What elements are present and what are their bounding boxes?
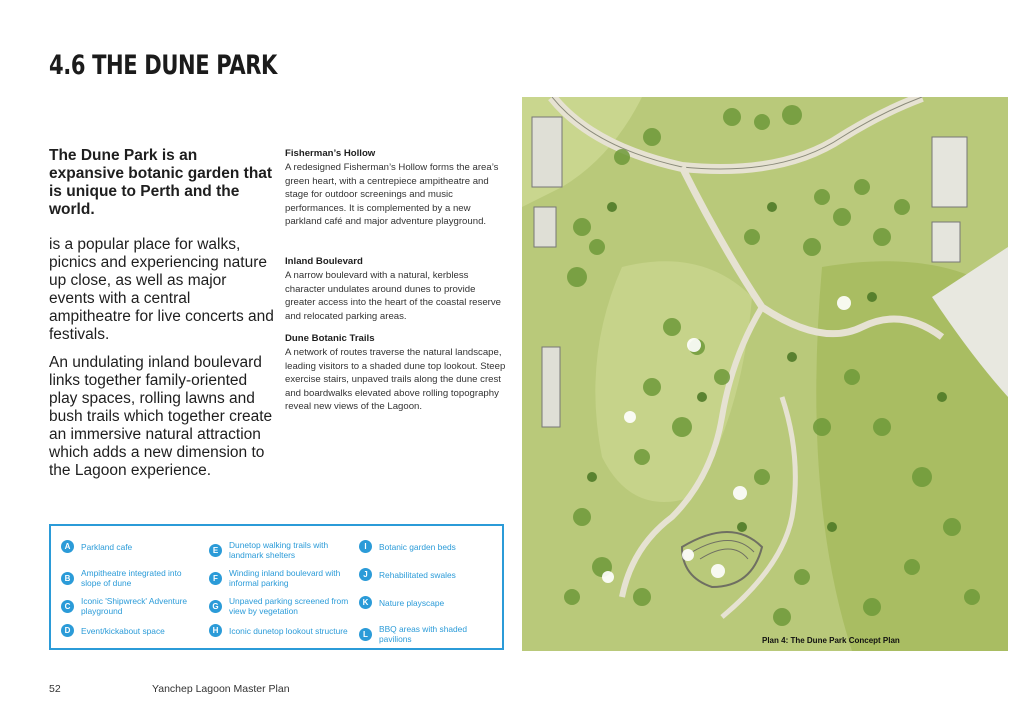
legend-badge: K: [359, 596, 372, 609]
legend-text: Unpaved parking screened from view by vegetation: [229, 596, 349, 616]
legend-text: Ampitheatre integrated into slope of dune: [81, 568, 182, 588]
legend-text: Dunetop walking trails with landmark shelters: [229, 540, 329, 560]
legend-item: [61, 596, 201, 616]
section-fishermans-hollow: [285, 148, 507, 229]
section-title: Fisherman’s Hollow: [285, 148, 376, 159]
legend-badge: B: [61, 572, 74, 585]
plan-caption: Plan 4: The Dune Park Concept Plan: [762, 636, 900, 645]
legend-item: [359, 624, 499, 644]
legend-badge: C: [61, 600, 74, 613]
section-inland-boulevard: [285, 256, 507, 323]
legend-text: Iconic 'Shipwreck' Adventure playground: [81, 596, 188, 616]
legend-item: [359, 540, 499, 553]
concept-plan-illustration: [522, 97, 1008, 651]
intro-paragraph-1: is a popular place for walks, picnics and experiencing nature up close, as well as major events with a central ampitheatre for live concerts and festivals.: [49, 236, 274, 343]
page-number: 52: [49, 683, 61, 695]
legend-text: Parkland cafe: [81, 541, 133, 552]
intro-paragraph-2: An undulating inland boulevard links together family-oriented play spaces, rolling lawns and bush trails which together create an immersive natural attraction which adds a new dimension to the Lagoon experience.: [49, 354, 273, 479]
legend-item: [209, 624, 349, 637]
legend-text: Rehabilitated swales: [379, 569, 456, 580]
legend-badge: I: [359, 540, 372, 553]
legend-badge: L: [359, 628, 372, 641]
legend-text: Event/kickabout space: [81, 625, 165, 636]
section-text: A redesigned Fisherman’s Hollow forms the area’s green heart, with a centrepiece ampitheatre and stage for outdoor screenings and music performances. It is complemented by a new parkland café and major adventure playground.: [285, 162, 499, 228]
legend-text: Botanic garden beds: [379, 541, 456, 552]
legend-badge: G: [209, 600, 222, 613]
legend-item: [209, 540, 349, 560]
legend-text: Iconic dunetop lookout structure: [229, 625, 348, 636]
section-title: Dune Botanic Trails: [285, 333, 375, 344]
legend-text: Winding inland boulevard with informal parking: [229, 568, 341, 588]
legend-badge: D: [61, 624, 74, 637]
legend-badge: F: [209, 572, 222, 585]
section-text: A network of routes traverse the natural landscape, leading visitors to a shaded dune top lookout. Steep exercise stairs, unpaved trails along the dune crest and boardwalks elevated above rolling topography reveal new views of the Lagoon.: [285, 347, 506, 413]
legend-badge: A: [61, 540, 74, 553]
intro-lead: The Dune Park is an expansive botanic garden that is unique to Perth and the world.: [49, 147, 273, 218]
legend-item: [61, 624, 201, 637]
legend-item: [359, 596, 499, 609]
legend-item: [61, 568, 201, 588]
legend-badge: E: [209, 544, 222, 557]
site-plan-drawing: [522, 97, 1008, 651]
legend-badge: J: [359, 568, 372, 581]
page-title: 4.6 THE DUNE PARK: [49, 50, 277, 81]
legend-item: [209, 596, 349, 616]
plan-legend: [49, 524, 504, 650]
section-dune-botanic-trails: [285, 333, 507, 414]
legend-item: [61, 540, 201, 553]
document-title: Yanchep Lagoon Master Plan: [152, 683, 290, 695]
legend-item: [359, 568, 499, 581]
section-title: Inland Boulevard: [285, 256, 363, 267]
legend-text: Nature playscape: [379, 597, 445, 608]
legend-badge: H: [209, 624, 222, 637]
section-text: A narrow boulevard with a natural, kerbless character undulates around dunes to provide greater access into the heart of the coastal reserve and relocated parking areas.: [285, 270, 501, 322]
legend-item: [209, 568, 349, 588]
legend-text: BBQ areas with shaded pavilions: [379, 624, 467, 644]
